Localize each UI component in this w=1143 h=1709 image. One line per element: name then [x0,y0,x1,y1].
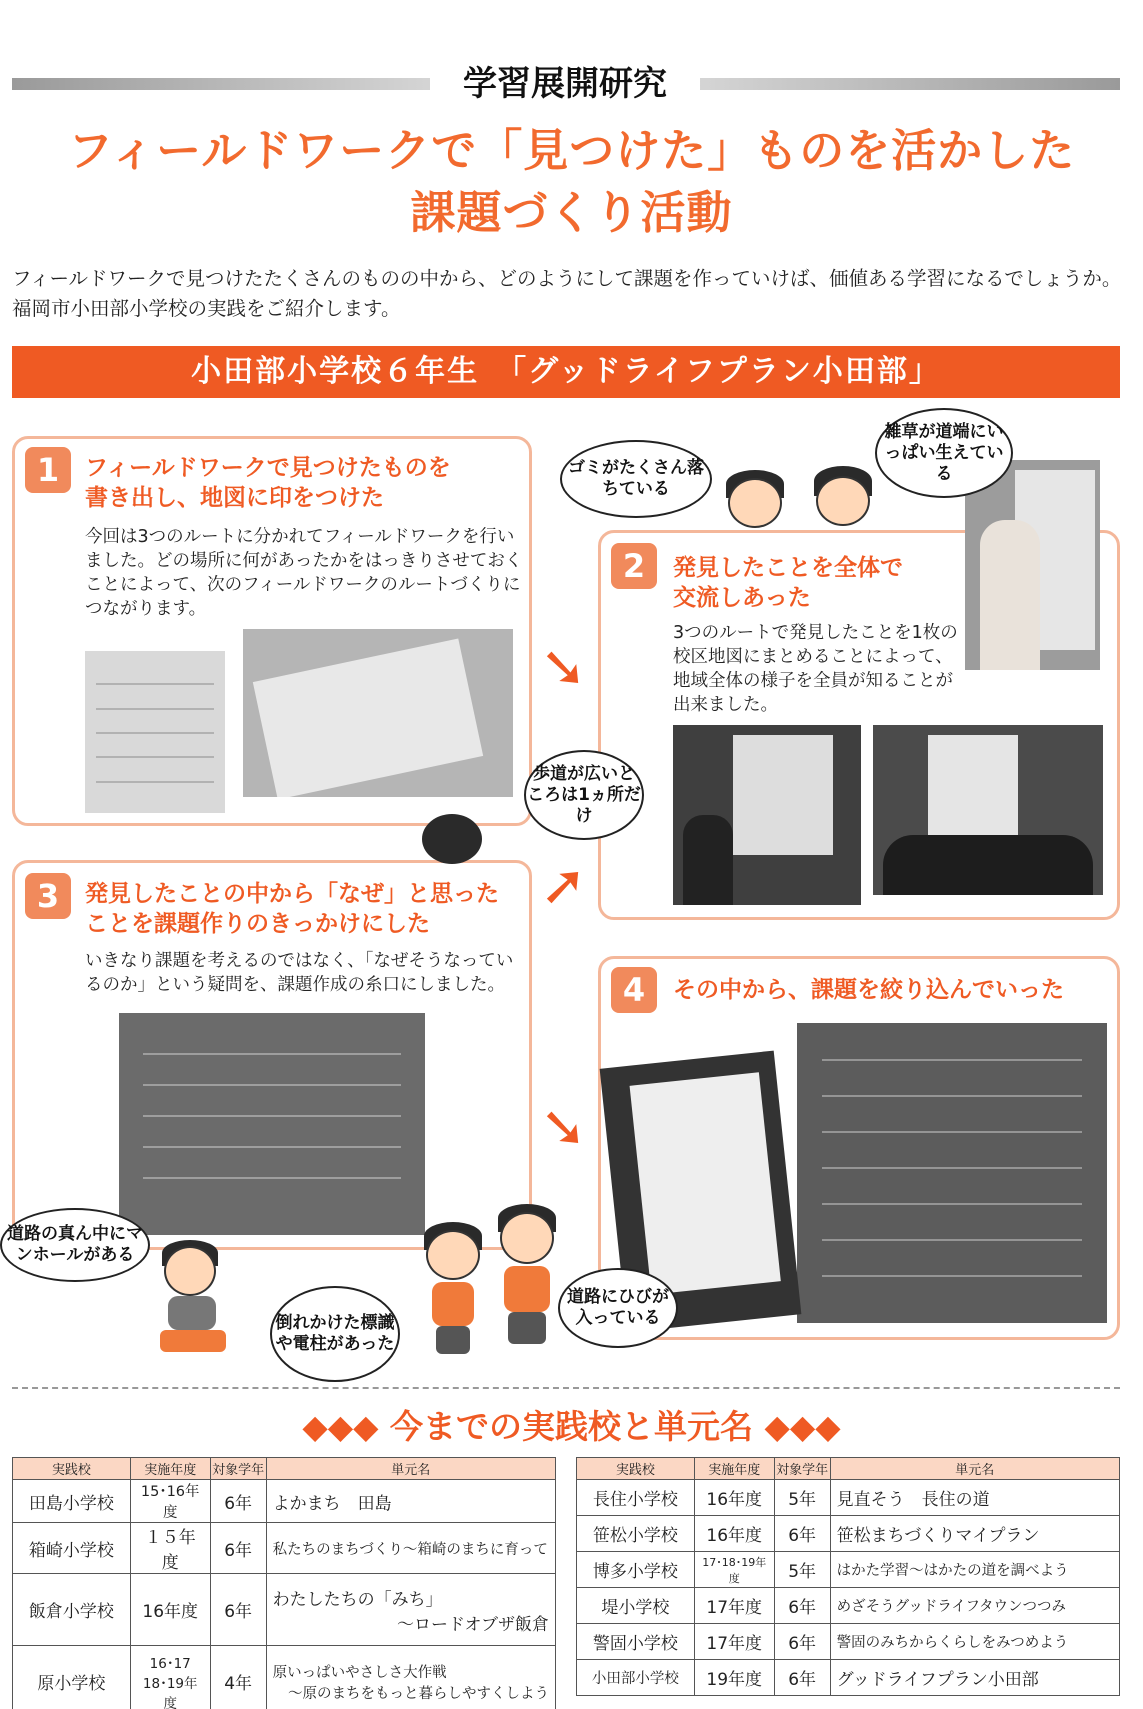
bubble-crack: 道路にひびが入っている [558,1268,678,1348]
bubble-trash: ゴミがたくさん落ちている [560,440,712,518]
cell-school: 堤小学校 [577,1588,695,1624]
cell-year-line-1: 16･17 [149,1655,191,1672]
cell-unit [266,1574,555,1646]
arrow-3-to-4: ➘ [540,1095,587,1160]
section-divider [12,1387,1120,1389]
cell-unit-line-1: 原いっぱいやさしさ大作戦 [272,1664,447,1681]
cell-unit-line-2: ～原のまちをもっと暮らしやすくしよう [288,1685,549,1702]
table-row [13,1574,556,1646]
cell-school: 長住小学校 [577,1480,695,1516]
arrow-2-to-3: ➚ [540,853,587,918]
step-3-photo-blackboard [119,1013,425,1235]
cell-unit: 見直そう 長住の道 [830,1480,1119,1516]
step-4-title: その中から、課題を絞り込んでいった [673,977,1064,1003]
step-2-photo-top [965,460,1100,670]
header-unit: 単元名 [830,1458,1119,1480]
schools-table-right [576,1457,1120,1696]
table-row [13,1523,556,1574]
main-title [0,120,1143,244]
cell-grade: 4年 [210,1646,266,1709]
table-row [577,1480,1120,1516]
step-1-number: 1 [25,447,71,493]
step-3-body: いきなり課題を考えるのではなく、「なぜそうなっているのか」という疑問を、課題作成の糸口にしました。 [85,951,514,995]
step-2-number: 2 [611,543,657,589]
cell-year: 16年度 [694,1480,774,1516]
step-4-panel [598,956,1120,1340]
step-2-photo-right [873,725,1103,895]
step-1-panel [12,436,532,826]
bubble-weeds: 雑草が道端にいっぱい生えている [875,408,1013,498]
cell-grade: 5年 [774,1480,830,1516]
cell-grade: 6年 [774,1588,830,1624]
bubble-sidewalk: 歩道が広いところは1ヵ所だけ [524,750,644,840]
step-4-number: 4 [611,967,657,1013]
cell-unit: よかまち 田島 [266,1480,555,1523]
cell-year: １５年度 [130,1523,210,1574]
cell-unit: 私たちのまちづくり～箱崎のまちに育って [266,1523,555,1574]
cell-unit: めざそうグッドライフタウンつつみ [830,1588,1119,1624]
cell-school: 飯倉小学校 [13,1574,131,1646]
step-4-photo-blackboard [797,1023,1107,1323]
intro-text: フィールドワークで見つけたたくさんのものの中から、どのようにして課題を作っていけば、価値ある学習になるでしょうか。福岡市小田部小学校の実践をご紹介します。 [12,267,1122,320]
cell-grade: 6年 [774,1624,830,1660]
school-banner: 小田部小学校６年生 「グッドライフプラン小田部」 [12,346,1120,398]
header-grade: 対象学年 [210,1458,266,1480]
cell-year-line-2: 18･19年度 [142,1675,198,1709]
title-line-1: フィールドワークで「見つけた」ものを活かした [67,124,1076,177]
cell-school: 警固小学校 [577,1624,695,1660]
schools-table-left [12,1457,556,1709]
step-1-photo-notes [85,651,225,813]
step-2-title-line-1: 発見したことを全体で [673,555,903,581]
cell-year: 17年度 [694,1624,774,1660]
cell-grade: 6年 [210,1480,266,1523]
cell-school: 田島小学校 [13,1480,131,1523]
title-line-2: 課題づくり活動 [410,186,733,239]
cell-grade: 6年 [210,1523,266,1574]
bubble-sign: 倒れかけた標識や電柱があった [270,1286,400,1382]
step-1-title [85,453,525,513]
cell-unit: はかた学習～はかたの道を調べよう [830,1552,1119,1588]
step-1-title-line-1: フィールドワークで見つけたものを [85,455,451,481]
arrow-1-to-2: ➘ [540,635,587,700]
step-2-body: 3つのルートで発見したことを1枚の校区地図にまとめることによって、地域全体の様子を全員が知ることが出来ました。 [673,623,958,715]
cell-grade: 5年 [774,1552,830,1588]
header-year: 実施年度 [130,1458,210,1480]
step-2-photo-left [673,725,861,905]
cell-year: 16年度 [694,1516,774,1552]
step-1-title-line-2: 書き出し、地図に印をつけた [85,485,384,511]
cell-school: 小田部小学校 [577,1660,695,1696]
section-label: 学習展開研究 [430,62,700,106]
header-school: 実践校 [577,1458,695,1480]
cell-year: 16年度 [130,1574,210,1646]
kid-girl-top [720,470,790,530]
step-3-title [85,879,530,939]
cell-year [130,1646,210,1709]
cell-school: 笹松小学校 [577,1516,695,1552]
table-row [577,1624,1120,1660]
kid-with-notepad [138,1240,248,1360]
table-row [577,1552,1120,1588]
cell-year: 17年度 [694,1588,774,1624]
kid-girl-bottom [418,1222,488,1362]
list-title: ◆◆◆ 今までの実践校と単元名 ◆◆◆ [302,1407,841,1446]
cell-unit [266,1646,555,1709]
table-row [577,1660,1120,1696]
cell-unit: 笹松まちづくりマイプラン [830,1516,1119,1552]
bubble-manhole: 道路の真ん中にマンホールがある [0,1208,150,1282]
cell-unit: グッドライフプラン小田部 [830,1660,1119,1696]
cell-grade: 6年 [774,1516,830,1552]
step-2-title-line-2: 交流しあった [673,585,811,611]
step-3-title-line-2: ことを課題作りのきっかけにした [85,911,430,937]
cell-unit: 警固のみちからくらしをみつめよう [830,1624,1119,1660]
cell-year: 15･16年度 [130,1480,210,1523]
header-grade: 対象学年 [774,1458,830,1480]
header-school: 実践校 [13,1458,131,1480]
kid-peeking [412,808,492,864]
cell-school: 博多小学校 [577,1552,695,1588]
cell-grade: 6年 [774,1660,830,1696]
step-2-title [673,553,973,613]
step-3-panel [12,860,532,1250]
cell-year: 19年度 [694,1660,774,1696]
table-row [577,1516,1120,1552]
cell-grade: 6年 [210,1574,266,1646]
step-1-body: 今回は3つのルートに分かれてフィールドワークを行いました。どの場所に何があったかをはっきりさせておくことによって、次のフィールドワークのルートづくりにつながります。 [85,527,523,619]
header-year: 実施年度 [694,1458,774,1480]
kid-boy-top [808,466,878,530]
table-row [577,1588,1120,1624]
cell-unit-line-1: わたしたちの「みち」 [272,1589,443,1610]
cell-school: 箱崎小学校 [13,1523,131,1574]
cell-unit-line-2: ～ロードオブザ飯倉 [397,1614,549,1635]
step-3-number: 3 [25,873,71,919]
table-row [13,1480,556,1523]
kid-boy-pointing [488,1204,568,1356]
cell-year: 17･18･19年度 [694,1552,774,1588]
step-1-photo-map [243,629,513,797]
cell-school: 原小学校 [13,1646,131,1709]
header-unit: 単元名 [266,1458,555,1480]
table-row [13,1646,556,1709]
step-3-title-line-1: 発見したことの中から「なぜ」と思った [85,881,499,907]
